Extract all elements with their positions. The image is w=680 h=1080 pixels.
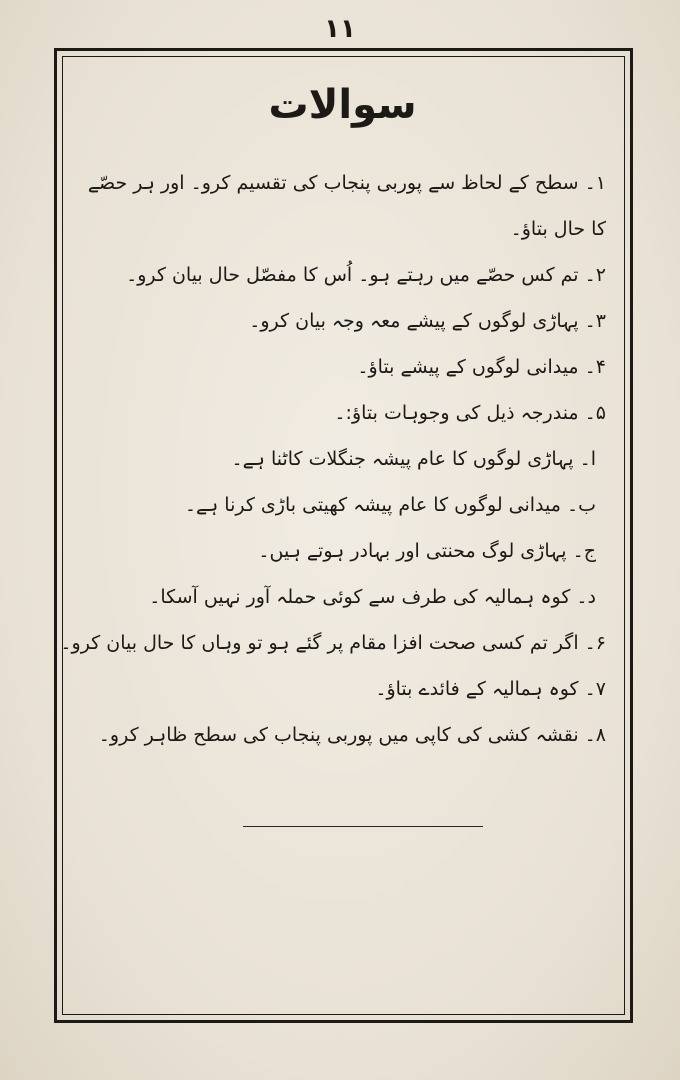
question-8: ۸۔ نقشہ کشی کی کاپی میں پوربی پنجاب کی سطح ظاہر کرو۔ [98, 724, 606, 746]
page-number: ۱۱ [324, 14, 356, 44]
question-5-part-d: د۔ کوہ ہمالیہ کی طرف سے کوئی حملہ آور نہیں آسکا۔ [149, 586, 596, 608]
question-5-part-b: ب۔ میدانی لوگوں کا عام پیشہ کھیتی باڑی کرنا ہے۔ [184, 494, 596, 516]
page-heading: سوالات [268, 82, 417, 128]
question-2: ۲۔ تم کس حصّے میں رہتے ہو۔ اُس کا مفصّل حال بیان کرو۔ [126, 264, 606, 286]
question-4: ۴۔ میدانی لوگوں کے پیشے بتاؤ۔ [357, 356, 606, 378]
question-5-part-a: ا۔ پہاڑی لوگوں کا عام پیشہ جنگلات کاٹنا ہے۔ [231, 448, 596, 470]
question-1: ۱۔ سطح کے لحاظ سے پوربی پنجاب کی تقسیم کرو۔ اور ہر حصّے کا حال بتاؤ۔ [87, 172, 606, 240]
question-7: ۷۔ کوہ ہمالیہ کے فائدے بتاؤ۔ [375, 678, 606, 700]
section-divider [243, 826, 483, 827]
question-5-part-c: ج۔ پہاڑی لوگ محنتی اور بہادر ہوتے ہیں۔ [258, 540, 596, 562]
questions-list [60, 160, 606, 758]
question-5: ۵۔ مندرجہ ذیل کی وجوہات بتاؤ:۔ [334, 402, 606, 424]
question-3: ۳۔ پہاڑی لوگوں کے پیشے معہ وجہ بیان کرو۔ [249, 310, 606, 332]
question-6: ۶۔ اگر تم کسی صحت افزا مقام پر گئے ہو تو وہاں کا حال بیان کرو۔ [60, 632, 606, 654]
